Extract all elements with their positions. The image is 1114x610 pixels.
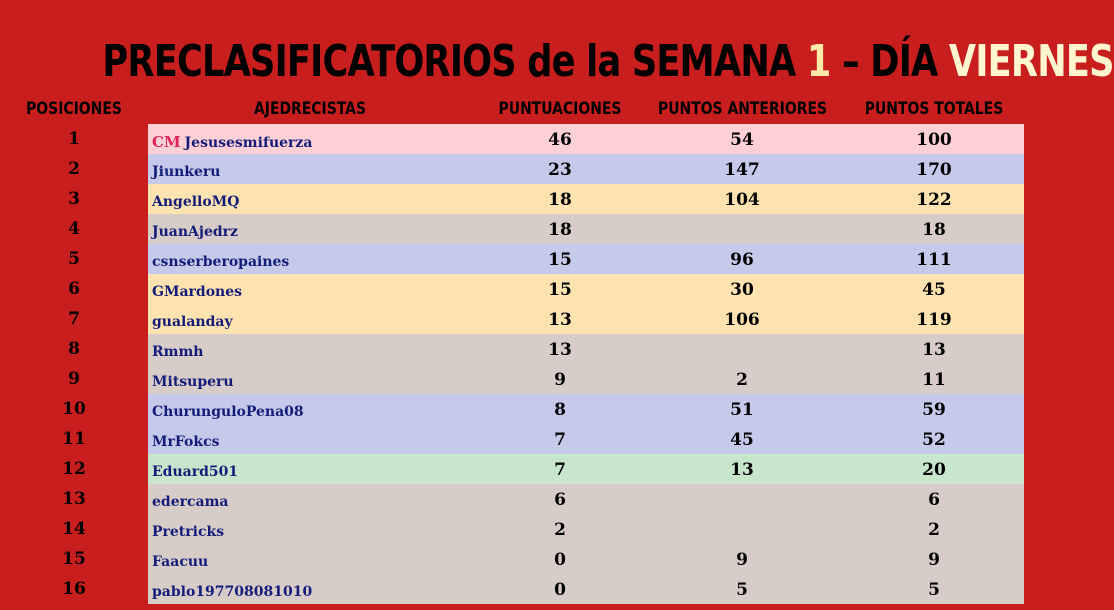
row-previous-points — [662, 514, 822, 544]
header-scores: PUNTUACIONES — [498, 99, 622, 119]
row-previous-points: 30 — [730, 280, 754, 300]
player-name: Jesusesmifuerza — [184, 135, 313, 151]
row-total-points: 52 — [922, 430, 946, 450]
row-score: 15 — [548, 250, 572, 270]
row-total-points: 20 — [922, 460, 946, 480]
row-previous-points: 13 — [730, 460, 754, 480]
row-position: 5 — [68, 249, 80, 269]
header-previous-points: PUNTOS ANTERIORES — [658, 99, 828, 119]
row-previous-points: 104 — [724, 190, 760, 210]
table-row — [0, 514, 1024, 544]
row-position: 4 — [68, 219, 80, 239]
row-previous-points: 2 — [736, 370, 748, 390]
row-position: 8 — [68, 339, 80, 359]
row-previous-points: 5 — [736, 580, 748, 600]
row-position: 11 — [62, 429, 86, 449]
row-player — [152, 154, 220, 184]
row-player — [152, 124, 312, 154]
row-position: 12 — [62, 459, 86, 479]
row-score: 46 — [548, 130, 572, 150]
table-row — [0, 334, 1024, 364]
table-row — [0, 394, 1024, 424]
player-name: gualanday — [152, 314, 233, 330]
title-week-number: 1 — [806, 36, 831, 87]
row-total-points: 100 — [916, 130, 952, 150]
row-total-points: 122 — [916, 190, 952, 210]
row-score: 15 — [548, 280, 572, 300]
row-total-points: 2 — [928, 520, 940, 540]
player-name: edercama — [152, 494, 229, 510]
header-total-points: PUNTOS TOTALES — [864, 99, 1004, 119]
row-previous-points: 106 — [724, 310, 760, 330]
row-total-points: 13 — [922, 340, 946, 360]
player-name: csnserberopaines — [152, 254, 290, 270]
title-part1: PRECLASIFICATORIOS de la SEMANA — [102, 36, 807, 87]
row-score: 8 — [554, 400, 566, 420]
table-row — [0, 544, 1024, 574]
row-score: 0 — [554, 550, 566, 570]
row-player — [152, 514, 224, 544]
row-previous-points — [662, 214, 822, 244]
header-players: AJEDRECISTAS — [253, 99, 367, 119]
row-player — [152, 394, 304, 424]
row-position: 9 — [68, 369, 80, 389]
row-player — [152, 454, 238, 484]
page-title — [102, 30, 1114, 94]
table-row — [0, 424, 1024, 454]
row-player — [152, 574, 312, 604]
row-total-points: 11 — [922, 370, 946, 390]
player-name: ChurunguloPena08 — [152, 404, 304, 420]
row-player — [152, 184, 239, 214]
table-row — [0, 154, 1024, 184]
row-player — [152, 274, 242, 304]
table-row — [0, 184, 1024, 214]
row-player — [152, 544, 208, 574]
row-position: 3 — [68, 189, 80, 209]
player-name: pablo197708081010 — [152, 584, 313, 600]
row-player — [152, 424, 220, 454]
row-total-points: 18 — [922, 220, 946, 240]
row-total-points: 170 — [916, 160, 952, 180]
row-score: 0 — [554, 580, 566, 600]
title-day: VIERNES — [948, 36, 1114, 87]
row-previous-points: 51 — [730, 400, 754, 420]
table-row — [0, 124, 1024, 154]
row-total-points: 9 — [928, 550, 940, 570]
table-row — [0, 484, 1024, 514]
row-total-points: 119 — [916, 310, 952, 330]
table-row — [0, 214, 1024, 244]
player-name: Rmmh — [152, 344, 204, 360]
player-name: Pretricks — [152, 524, 225, 540]
row-previous-points: 54 — [730, 130, 754, 150]
row-score: 18 — [548, 220, 572, 240]
player-name: Eduard501 — [152, 464, 239, 480]
row-total-points: 5 — [928, 580, 940, 600]
player-title-badge: CM — [152, 133, 181, 151]
row-player — [152, 304, 233, 334]
table-row — [0, 274, 1024, 304]
table-row — [0, 244, 1024, 274]
row-player — [152, 484, 228, 514]
row-position: 13 — [62, 489, 86, 509]
row-total-points: 6 — [928, 490, 940, 510]
row-position: 6 — [68, 279, 80, 299]
row-position: 1 — [68, 129, 80, 149]
player-name: GMardones — [152, 284, 242, 300]
row-position: 7 — [68, 309, 80, 329]
player-name: Faacuu — [152, 554, 209, 570]
row-previous-points: 45 — [730, 430, 754, 450]
player-name: Mitsuperu — [152, 374, 234, 390]
row-total-points: 111 — [916, 250, 952, 270]
player-name: JuanAjedrz — [152, 224, 239, 240]
row-player — [152, 214, 238, 244]
table-header — [0, 95, 1024, 123]
row-position: 10 — [62, 399, 86, 419]
table-row — [0, 454, 1024, 484]
row-previous-points — [662, 484, 822, 514]
row-score: 6 — [554, 490, 566, 510]
player-name: AngelloMQ — [152, 194, 240, 210]
row-score: 9 — [554, 370, 566, 390]
table-row — [0, 364, 1024, 394]
row-previous-points: 96 — [730, 250, 754, 270]
title-part2: – DÍA — [830, 36, 949, 87]
row-player — [152, 244, 289, 274]
row-score: 13 — [548, 310, 572, 330]
row-player — [152, 334, 203, 364]
row-total-points: 59 — [922, 400, 946, 420]
row-position: 14 — [62, 519, 86, 539]
table-row — [0, 304, 1024, 334]
row-score: 23 — [548, 160, 572, 180]
row-score: 7 — [554, 430, 566, 450]
standings-table — [0, 124, 1024, 604]
row-total-points: 45 — [922, 280, 946, 300]
row-score: 2 — [554, 520, 566, 540]
row-position: 2 — [68, 159, 80, 179]
row-score: 13 — [548, 340, 572, 360]
row-previous-points: 9 — [736, 550, 748, 570]
row-position: 15 — [62, 549, 86, 569]
row-previous-points — [662, 334, 822, 364]
player-name: Jiunkeru — [152, 164, 221, 180]
table-row — [0, 574, 1024, 604]
player-name: MrFokcs — [152, 434, 220, 450]
header-positions: POSICIONES — [26, 99, 122, 119]
row-score: 7 — [554, 460, 566, 480]
row-score: 18 — [548, 190, 572, 210]
row-position: 16 — [62, 579, 86, 599]
row-player — [152, 364, 234, 394]
row-previous-points: 147 — [724, 160, 760, 180]
